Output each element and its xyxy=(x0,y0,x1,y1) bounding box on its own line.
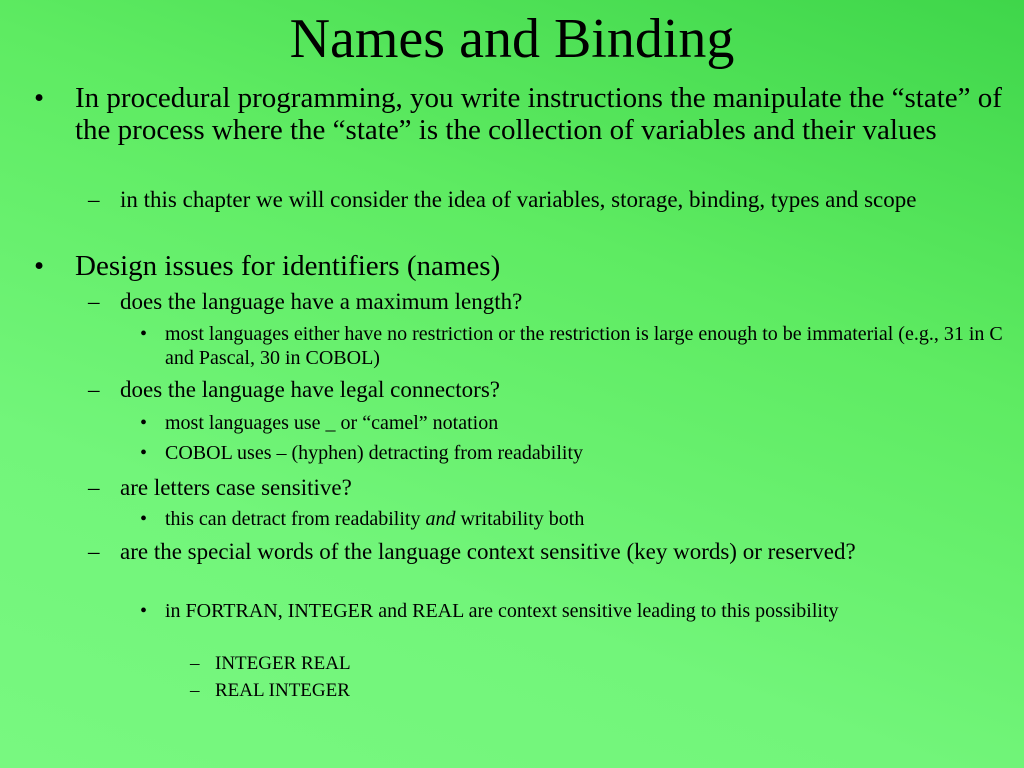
sub-sub-bullet-text: COBOL uses – (hyphen) detracting from readability xyxy=(165,442,584,464)
dash-marker: – xyxy=(88,475,100,500)
text-segment: this can detract from readability xyxy=(165,508,426,530)
bullet-marker: • xyxy=(140,508,148,530)
bullet-marker: • xyxy=(140,412,148,434)
sub-sub-sub-bullet-text: INTEGER REAL xyxy=(215,653,351,674)
sub-bullet-text: are letters case sensitive? xyxy=(120,475,352,500)
slide-title: Names and Binding xyxy=(289,8,735,70)
bullet-text: Design issues for identifiers (names) xyxy=(75,250,501,282)
sub-bullet-text: in this chapter we will consider the idea of variables, storage, binding, types and scope xyxy=(120,187,917,212)
dash-marker: – xyxy=(88,289,100,314)
dash-marker: – xyxy=(88,539,100,564)
dash-marker: – xyxy=(190,653,200,674)
sub-sub-bullet-text: most languages use _ or “camel” notation xyxy=(165,412,499,434)
bullet-marker: • xyxy=(34,250,45,282)
sub-bullet-text: are the special words of the language context sensitive (key words) or reserved? xyxy=(120,539,856,564)
text-segment: writability both xyxy=(455,508,585,530)
sub-sub-bullet-text: most languages either have no restriction or the restriction is large enough to be immaterial (e.g., 31 in C and Pascal, 30 in COBOL) xyxy=(165,323,1003,369)
bullet-marker: • xyxy=(140,442,148,464)
sub-sub-bullet-text xyxy=(165,507,1005,531)
sub-sub-bullet-text: in FORTRAN, INTEGER and REAL are context sensitive leading to this possibility xyxy=(165,600,839,622)
sub-bullet-text: does the language have legal connectors? xyxy=(120,377,500,402)
bullet-marker: • xyxy=(140,323,148,345)
sub-sub-sub-bullet-text: REAL INTEGER xyxy=(215,680,350,701)
bullet-marker: • xyxy=(140,600,148,622)
emphasized-text: and xyxy=(425,508,456,530)
bullet-text: In procedural programming, you write instructions the manipulate the “state” of the process where the “state” is the collection of variables and their values xyxy=(75,82,1002,146)
dash-marker: – xyxy=(190,680,200,701)
bullet-marker: • xyxy=(34,82,45,114)
sub-bullet-text: does the language have a maximum length? xyxy=(120,289,523,314)
dash-marker: – xyxy=(88,377,100,402)
dash-marker: – xyxy=(88,187,100,212)
